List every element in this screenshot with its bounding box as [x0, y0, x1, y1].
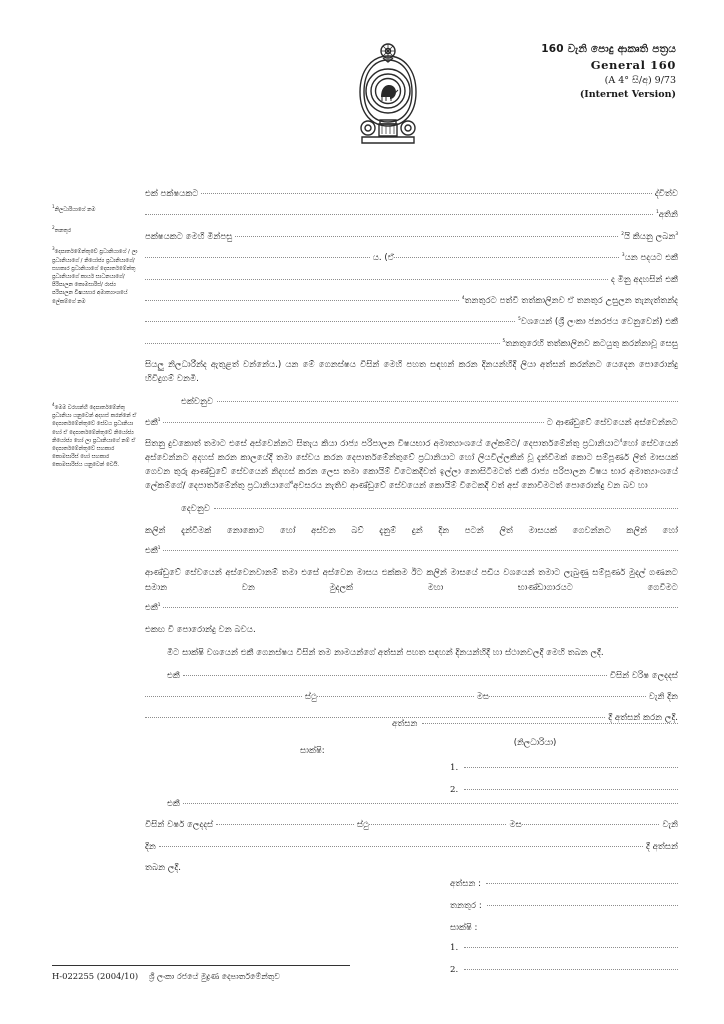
margin-note-3-text: දෙපාර්තමේන්තුවේ ප්‍රධානියාගේ / ලා ප්‍රධානියාගේ / නියෝජ්‍ය ප්‍රධානියාගේ/ සහකාර ප්‍රධානියාගේ දෙපාර්තමේන්තු ප්‍රධානියාගේ කාර්ය සාධනයාගේ/ පිරිපාලන කොමසාරිස්/ රාජ්‍ය පරිපාලන විෂයභාර අමාත්‍යාංශයේ ලේකම්ගේ නම: [52, 249, 138, 305]
input-lower-party[interactable]: [183, 802, 678, 804]
margin-footnotes-lower: [52, 404, 140, 479]
input-intent[interactable]: [145, 278, 608, 280]
paragraph-preamble: සියලු නිලධාරීන්ද ඇතුළත් වන්නේය.) යන මේ ගෙනස්ෂය විසින් මෙහි පහත සඳහන් කරන දිනයන්හිදී ලියා අත්සන් කරන්නට යෙදෙන පොරොන්දු හිවිදුගම් වනමි.: [145, 360, 678, 385]
input-first-subject[interactable]: [163, 421, 543, 423]
sign-row-date: [145, 691, 678, 704]
paragraph-agreement-close: එකඟ වී පොරොන්දු වන බවය.: [145, 624, 256, 635]
margin-note-3-marker: 3: [52, 246, 55, 252]
footer-divider: [52, 965, 350, 966]
form-body: [145, 188, 678, 734]
input-lower-year[interactable]: [216, 823, 354, 825]
margin-note-3: [52, 248, 138, 305]
label-second-subject: එකී$^1$: [145, 545, 161, 556]
paragraph-witness-statement: මීට සාක්ෂි වශයෙන් එකී ගෙනස්ෂය විසින් තම නාමයන්ගේ අත්සන් පහත සඳහන් දිනයන්හිදී හා ස්ථානවලදී මෙහි තබන ලදී.: [167, 647, 604, 658]
margin-note-1-text: නිලධාරියාගේ නම: [54, 207, 96, 213]
witness-row-2-1: [450, 942, 678, 955]
mid-designation: ය. (ඒ: [372, 253, 395, 264]
lower-row-year: [145, 819, 678, 832]
form-code: (A 4° සි/අ) 9/73: [604, 74, 676, 86]
input-second-agree[interactable]: [163, 606, 678, 608]
input-party-two[interactable]: [235, 235, 618, 237]
input-witness-2-1[interactable]: [464, 946, 678, 948]
form-version: (Internet Version): [579, 88, 676, 100]
label-first-subject: එකී$^1$: [145, 417, 161, 428]
input-sign-month[interactable]: [317, 695, 474, 697]
field-row-designation: [145, 252, 678, 265]
label-party-one: එක් පක්ෂයකට: [145, 189, 199, 199]
input-witness-1-2[interactable]: [464, 788, 678, 790]
witness-number-1-1: 1.: [450, 763, 459, 773]
label-final-position: තනතුර :: [450, 900, 482, 911]
form-number-sinhala: 160 වැනි පොදු ආකෘති පත්‍රය: [541, 43, 676, 55]
tail-sign-year: විසින් වරිෂ ලෙදදස්: [609, 670, 678, 681]
label-officer-caption: (නිලධාරියා): [513, 736, 557, 747]
input-other-officers[interactable]: [145, 342, 500, 344]
page-header: [0, 38, 724, 153]
label-witness-1: සාක්ෂි:: [300, 746, 325, 756]
clause-second-agree-row: [145, 602, 678, 615]
label-lower-year: විසින් වර්ෂ ලෙදදස්: [145, 820, 214, 831]
input-republic[interactable]: [145, 320, 515, 322]
clause-second-subject-row: [145, 545, 678, 558]
input-designation-right[interactable]: [394, 256, 619, 258]
paragraph-first-clause: සිතනු දුවකොත් තමාට එසේ අස්වෙන්නට සිතැය කියා රාජ්‍ය පරිපාලන විෂයභාර අමාත්‍යාංශයේ ලේකම්ට/ දෙපාර්තමේන්තු ප්‍රධානියාට$^4$හෝ සේවයෙන් අස්වෙන්නට අදහස් කරන කාලයේදී තමා සේවය කරන දෙපාර්තමේන්තුවේ ප්‍රධානියාට හෝ ලියවිල්ලකින් වූ දැන්වීමක් කොට සම්පූර්ණ ලිත් මාසයක් ගෙවන තුරු ආණ්ඩුවේ සේවයෙන් නිදහස් කරන ලෙස තමා කොයිම් විටෙකදීවත් ඉල්ලා නොසිටීමටත් එකී රාජ්‍ය පරිපාලන විෂය භාර අමාත්‍යාංශයේ ලේකම්ගේ/ දෙපාර්තමේන්තු ප්‍රධානියාගේ$^4$අවසරය නැතිව ආණ්ඩුවේ සේවයෙන් කොයිම් විටෙකදී වත් අස් නොවීමටත් පොරොන්දු වන බව හා: [145, 438, 678, 492]
sri-lanka-national-emblem-icon: [352, 40, 424, 148]
margin-note-4-marker: 4: [52, 402, 55, 408]
sign-row-by-whom: [167, 670, 678, 683]
label-signature: අත්සන: [392, 719, 418, 729]
input-final-signature[interactable]: [486, 882, 678, 884]
lower-closing-text: තබන ලදී.: [145, 863, 181, 874]
witness-heading-1: [300, 745, 360, 765]
tail-post-holder: $^4$තනතුරට පත්වී තත්කාලිනව ඒ තනතුර උසුලන තැනැත්තන්ද: [461, 295, 678, 306]
signature-block-officer: [392, 718, 678, 757]
clause-second-heading: [181, 503, 678, 516]
lower-row-party: [167, 798, 678, 811]
input-lower-day[interactable]: [522, 823, 660, 825]
label-lower-party: එකී: [167, 799, 180, 809]
field-row-republic: [145, 316, 678, 329]
field-row-intent: [145, 274, 678, 287]
witness-number-2-2: 2.: [450, 964, 459, 975]
margin-note-4: [52, 404, 140, 470]
input-second-clause[interactable]: [214, 507, 678, 509]
margin-note-2: [52, 227, 138, 235]
tail-officer-name: $^1$අතිනි: [656, 209, 678, 221]
tail-party-one: ද්විත්ව: [654, 189, 678, 199]
clause-first-subject-row: [145, 417, 678, 430]
input-lower-date[interactable]: [159, 845, 643, 847]
tail-first-subject: ට ආණ්ඩුවේ සේවයෙන් අස්වෙන්නට: [546, 417, 678, 428]
signature-row-position: [450, 900, 678, 913]
footer-publisher: ශ්‍රී ලංකා රජයේ මුද්‍රණ දෙපාර්තමේන්තුව: [148, 972, 280, 981]
field-row-officer-name: [145, 209, 678, 222]
margin-note-1-marker: 1: [52, 204, 55, 210]
page-footer: [52, 965, 672, 982]
lower-row-date: [145, 841, 678, 854]
tail-party-two: $^2$යි කියනු ලබන$^3$: [621, 230, 678, 242]
tail-sign-location: දී අත්සන් කරන ලදී.: [608, 713, 678, 724]
input-post-holder[interactable]: [145, 299, 459, 301]
margin-note-2-text: තනතුර: [54, 228, 72, 235]
witness-row-1-1: [450, 762, 678, 775]
label-lower-place: ස්ථු: [356, 820, 369, 831]
witness-number-2-1: 1.: [450, 942, 459, 953]
field-row-other-officers: [145, 338, 678, 351]
input-second-subject[interactable]: [163, 549, 678, 551]
input-witness-1-1[interactable]: [464, 766, 678, 768]
input-party-one[interactable]: [201, 192, 651, 194]
paragraph-second-notice: කලින් දැන්වීමක් නොකොට හෝ අස්වන බව් දැනුම් දුන් දින පටන් ලිත් මාසයක් ගෙවන්නට කලින් හෝ: [145, 525, 678, 536]
witness-number-1-2: 2.: [450, 784, 459, 795]
label-first: එක්වනුව: [181, 396, 214, 407]
label-lower-month: මස: [509, 820, 522, 831]
signature-row-officer: [392, 718, 678, 731]
field-row-party-two: [145, 231, 678, 244]
margin-note-4-text: මෙම වරහන්හි දෙපාර්තමේන්තු ප්‍රධානියා යනුවෙන් අදහස් කරන්නේ ඒ දෙපාර්තමේන්තුවේ සේවය ප්‍රධානියා හෝ ඒ දෙපාර්තමේන්තුවේ නියෝජ්‍ය නියෝජ්‍ය හෝ ලා ප්‍රධානියාගේ නම් ඒ දෙපාර්තමේන්තුවේ සහකාර කොමසාරිස් හෝ සහකාර කොමසාරිස්ය යනුවෙන් වෙයි.: [52, 405, 137, 469]
lower-signature-section: [145, 798, 678, 885]
input-final-position[interactable]: [487, 904, 678, 906]
tail-other-officers: $^5$තනතුරෙහි තත්කාලිනව කටයුතු කරන්නාවූ සෙසු: [502, 337, 678, 349]
label-second: දෙවනුව: [181, 503, 211, 514]
footer-content: [52, 971, 672, 982]
tail-designation: $^3$යන පදයට එකී: [621, 252, 678, 264]
witness-row-1-2: [450, 784, 678, 797]
label-final-signature: අත්සන :: [450, 879, 482, 889]
input-lower-month[interactable]: [369, 823, 507, 825]
clause-first-heading: [181, 396, 678, 409]
label-lower-date: දින: [145, 841, 156, 852]
input-first-clause[interactable]: [217, 400, 678, 402]
label-sign-place: ස්ථු: [304, 691, 317, 702]
label-sign-by: එකී: [167, 670, 180, 681]
tail-lower-date: දී අත්සන්: [646, 841, 678, 852]
label-party-two: පක්ෂයකට මෙහි මින්පසු: [145, 231, 233, 242]
tail-sign-day: වැනි දින: [648, 691, 678, 702]
label-sign-month: මස: [476, 691, 490, 702]
tail-republic: $^5$වශයෙන් (ශ්‍රී ලංකා ජනරජය වෙනුවෙන්) එකී: [518, 316, 678, 328]
tail-intent: ද මිනු අදහසින් එකී: [611, 274, 678, 285]
signature-row-final: [450, 878, 678, 891]
paragraph-second-payment: ආණ්ඩුවේ සේවයෙන් අස්වෙනවානම් තමා එසේ අස්වෙන මාසය එක්කම ඊට කලින් මාසයේ පඩිය වශයෙන් තමාට ලැබුණු සම්පූර්ණ මුදල් ගණනට සමාන වන මුදලක් මහා භාණ්ඩාගාරයට ගෙවීමට: [145, 568, 678, 594]
form-identification: [541, 42, 676, 101]
input-signature-officer[interactable]: [422, 722, 678, 724]
tail-lower-day: වැනි: [662, 820, 679, 831]
form-number-english: General 160: [590, 58, 676, 73]
field-row-post-holder: [145, 295, 678, 308]
margin-note-2-marker: 2: [52, 225, 55, 231]
input-sign-year-value[interactable]: [145, 695, 302, 697]
footer-code: H-022255 (2004/10): [52, 971, 139, 981]
margin-footnotes-upper: [52, 206, 138, 315]
input-sign-day[interactable]: [489, 695, 646, 697]
input-sign-by[interactable]: [183, 674, 607, 676]
label-second-agree: එකී$^1$: [145, 602, 161, 614]
input-officer-name[interactable]: [145, 213, 653, 215]
field-row-party-one: [145, 188, 678, 201]
label-witness-2: සාක්ෂි :: [450, 922, 478, 933]
margin-note-1: [52, 206, 138, 214]
input-designation-left[interactable]: [145, 256, 370, 258]
